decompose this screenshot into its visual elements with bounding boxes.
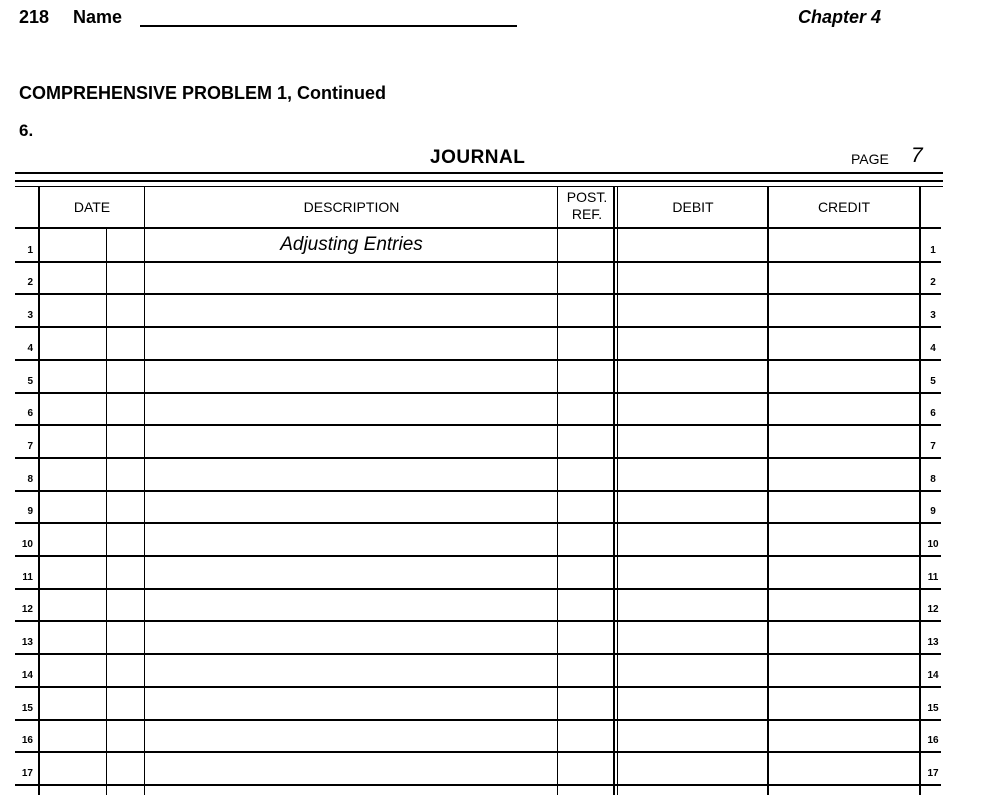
post-ref-cell[interactable] — [559, 594, 613, 618]
row-number-right: 4 — [930, 343, 936, 354]
post-ref-cell[interactable] — [559, 692, 613, 716]
date-cell[interactable] — [40, 365, 106, 389]
row-rule — [15, 490, 941, 492]
credit-cell[interactable] — [769, 430, 919, 454]
credit-cell[interactable] — [769, 365, 919, 389]
debit-cell[interactable] — [619, 757, 767, 781]
column-header-date: DATE — [73, 199, 111, 215]
column-header-credit: CREDIT — [817, 199, 871, 215]
row-number-left: 8 — [27, 474, 33, 485]
post-ref-cell[interactable] — [559, 757, 613, 781]
row-number-right: 16 — [927, 735, 939, 746]
row-rule — [15, 392, 941, 394]
description-cell[interactable] — [146, 332, 557, 356]
post-ref-cell[interactable] — [559, 626, 613, 650]
name-field[interactable] — [140, 25, 517, 27]
row-rule — [15, 326, 941, 328]
top-rule — [15, 172, 943, 174]
debit-cell[interactable] — [619, 725, 767, 749]
description-cell[interactable] — [146, 692, 557, 716]
row-number-right: 14 — [927, 670, 939, 681]
row-number-left: 9 — [27, 506, 33, 517]
row-rule — [15, 293, 941, 295]
date-cell[interactable] — [40, 659, 106, 683]
date-cell[interactable] — [40, 398, 106, 422]
debit-cell[interactable] — [619, 299, 767, 323]
date-cell[interactable] — [40, 528, 106, 552]
credit-cell[interactable] — [769, 594, 919, 618]
credit-cell[interactable] — [769, 757, 919, 781]
row-rule — [15, 261, 941, 263]
description-cell[interactable] — [146, 430, 557, 454]
credit-cell[interactable] — [769, 463, 919, 487]
post-ref-cell[interactable] — [559, 398, 613, 422]
step-number: 6. — [19, 121, 34, 140]
row-number-left: 10 — [21, 539, 33, 550]
row-rule — [15, 719, 941, 721]
row-number-left: 11 — [22, 572, 33, 583]
credit-cell[interactable] — [769, 332, 919, 356]
post-ref-cell[interactable] — [559, 332, 613, 356]
description-cell[interactable] — [146, 496, 557, 520]
post-ref-cell[interactable] — [559, 659, 613, 683]
credit-cell[interactable] — [769, 299, 919, 323]
row-number-right: 8 — [930, 474, 936, 485]
row-number-right: 15 — [927, 703, 939, 714]
credit-cell[interactable] — [769, 398, 919, 422]
column-header-description: DESCRIPTION — [303, 199, 400, 215]
description-cell[interactable] — [146, 561, 557, 585]
post-ref-cell[interactable] — [559, 561, 613, 585]
debit-cell[interactable] — [619, 659, 767, 683]
row-number-right: 3 — [930, 310, 936, 321]
description-cell[interactable] — [146, 626, 557, 650]
description-cell[interactable] — [146, 659, 557, 683]
credit-cell[interactable] — [769, 725, 919, 749]
date-cell[interactable] — [40, 725, 106, 749]
credit-cell[interactable] — [769, 626, 919, 650]
description-cell[interactable] — [146, 463, 557, 487]
row-number-right: 2 — [930, 277, 936, 288]
post-ref-cell[interactable] — [559, 267, 613, 291]
debit-cell[interactable] — [619, 463, 767, 487]
post-ref-cell[interactable] — [559, 463, 613, 487]
credit-cell[interactable] — [769, 528, 919, 552]
description-cell[interactable] — [146, 528, 557, 552]
date-cell[interactable] — [40, 692, 106, 716]
debit-cell[interactable] — [619, 528, 767, 552]
debit-cell[interactable] — [619, 496, 767, 520]
credit-cell[interactable] — [769, 561, 919, 585]
post-ref-line2: REF. — [571, 206, 603, 222]
row-rule — [15, 751, 941, 753]
row-number-left: 14 — [21, 670, 33, 681]
row-number-left: 2 — [27, 277, 33, 288]
post-ref-cell[interactable] — [559, 528, 613, 552]
row-rule — [15, 653, 941, 655]
row-number-right: 11 — [927, 572, 939, 583]
credit-cell[interactable] — [769, 496, 919, 520]
journal-page-label: PAGE — [851, 151, 889, 167]
row-rule — [15, 620, 941, 622]
header-bottom-rule — [15, 227, 941, 229]
debit-cell[interactable] — [619, 594, 767, 618]
row-rule — [15, 424, 941, 426]
problem-title: COMPREHENSIVE PROBLEM 1, Continued — [19, 83, 387, 103]
row-rule — [15, 359, 941, 361]
row-number-right: 17 — [927, 768, 939, 779]
chapter-label: Chapter 4 — [798, 7, 882, 27]
post-ref-cell[interactable] — [559, 725, 613, 749]
row-number-right: 1 — [930, 245, 936, 256]
description-cell[interactable] — [146, 299, 557, 323]
date-cell[interactable] — [40, 234, 106, 258]
debit-cell[interactable] — [619, 561, 767, 585]
header-top-rule — [15, 186, 943, 187]
date-cell[interactable] — [40, 561, 106, 585]
description-cell[interactable] — [146, 725, 557, 749]
column-header-post-ref — [559, 189, 615, 223]
debit-cell[interactable] — [619, 626, 767, 650]
credit-cell[interactable] — [769, 692, 919, 716]
post-ref-cell[interactable] — [559, 430, 613, 454]
debit-cell[interactable] — [619, 234, 767, 258]
row-rule — [15, 686, 941, 688]
date-cell[interactable] — [40, 626, 106, 650]
post-ref-line1: POST. — [566, 189, 608, 205]
row-number-right: 13 — [927, 637, 939, 648]
date-cell[interactable] — [40, 496, 106, 520]
row-number-left: 6 — [27, 408, 33, 419]
name-label: Name — [73, 7, 123, 27]
row-rule — [15, 457, 941, 459]
debit-cell[interactable] — [619, 365, 767, 389]
journal-page-value: 7 — [911, 144, 923, 167]
date-cell[interactable] — [40, 430, 106, 454]
row-number-right: 6 — [930, 408, 936, 419]
date-cell[interactable] — [40, 757, 106, 781]
column-divider — [106, 228, 107, 795]
credit-cell[interactable] — [769, 234, 919, 258]
row-number-right: 7 — [930, 441, 936, 452]
row-number-left: 5 — [27, 376, 33, 387]
debit-cell[interactable] — [619, 398, 767, 422]
description-cell[interactable] — [146, 398, 557, 422]
date-cell[interactable] — [40, 332, 106, 356]
date-cell[interactable] — [40, 299, 106, 323]
row-number-left: 4 — [27, 343, 33, 354]
row-number-left: 15 — [21, 703, 33, 714]
credit-cell[interactable] — [769, 659, 919, 683]
row-number-left: 1 — [27, 245, 33, 256]
row-number-left: 17 — [21, 768, 33, 779]
row-number-left: 13 — [21, 637, 33, 648]
row-rule — [15, 588, 941, 590]
row-rule — [15, 784, 941, 786]
row-number-left: 12 — [21, 604, 33, 615]
debit-cell[interactable] — [619, 267, 767, 291]
row-number-left: 16 — [21, 735, 33, 746]
description-cell[interactable] — [146, 267, 557, 291]
journal-title: JOURNAL — [430, 147, 526, 168]
row-rule — [15, 522, 941, 524]
row-number-right: 5 — [930, 376, 936, 387]
row-number-left: 7 — [27, 441, 33, 452]
post-ref-cell[interactable] — [559, 496, 613, 520]
debit-cell[interactable] — [619, 430, 767, 454]
top-rule — [15, 180, 943, 182]
post-ref-cell[interactable] — [559, 299, 613, 323]
row-number-right: 12 — [927, 604, 939, 615]
date-cell[interactable] — [40, 594, 106, 618]
row-number-left: 3 — [27, 310, 33, 321]
post-ref-cell[interactable] — [559, 365, 613, 389]
description-cell[interactable]: Adjusting Entries — [280, 234, 423, 255]
debit-cell[interactable] — [619, 332, 767, 356]
credit-cell[interactable] — [769, 267, 919, 291]
date-cell[interactable] — [40, 463, 106, 487]
description-cell[interactable] — [146, 757, 557, 781]
row-number-right: 10 — [927, 539, 939, 550]
row-rule — [15, 555, 941, 557]
row-number-right: 9 — [930, 506, 936, 517]
debit-cell[interactable] — [619, 692, 767, 716]
post-ref-cell[interactable] — [559, 234, 613, 258]
page-number: 218 — [19, 7, 50, 27]
description-cell[interactable] — [146, 594, 557, 618]
description-cell[interactable] — [146, 365, 557, 389]
column-header-debit: DEBIT — [672, 199, 714, 215]
date-cell[interactable] — [40, 267, 106, 291]
